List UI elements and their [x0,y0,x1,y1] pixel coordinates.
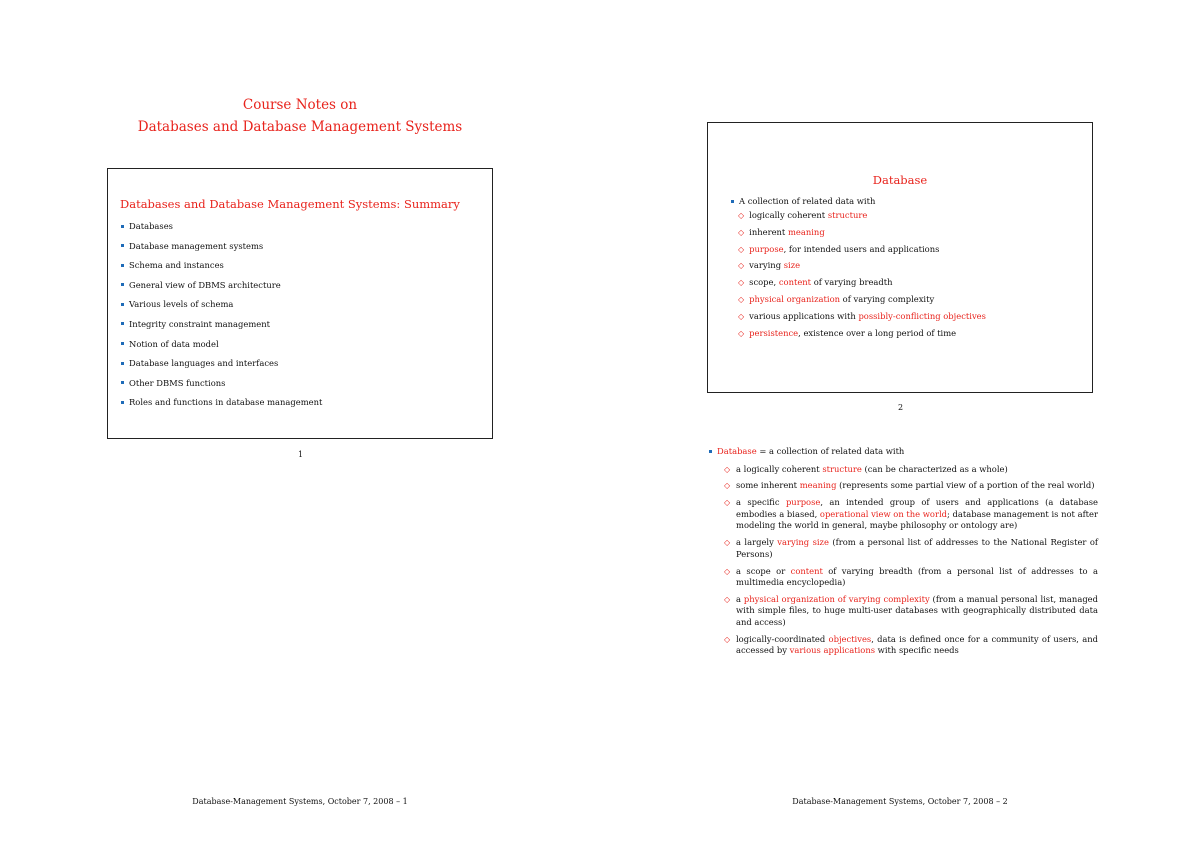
list-item-text: various applications with [749,310,859,321]
list-item-text: logically coherent [749,210,828,220]
list-item [738,310,986,327]
list-item [724,463,1098,476]
list-item-text: a scope or [736,565,791,576]
slide-2-list [738,209,986,343]
bullet-square-icon [121,225,124,228]
list-item [724,480,1098,492]
diamond-bullet-icon: ◇ [738,227,745,237]
list-item-text: Notion of data model [129,338,219,349]
slide-2-page-number: 2 [898,403,904,412]
list-item-text: Databases [129,221,173,231]
diamond-bullet-icon: ◇ [724,538,731,548]
list-item-text: a [736,593,744,604]
list-item-text: Schema and instances [129,260,224,271]
list-item-text: Database languages and interfaces [129,358,279,369]
highlight-term: meaning [799,480,837,491]
list-item [724,497,1098,532]
list-item [738,259,986,276]
notes-lead-term: Database [717,446,757,456]
list-item-text: logically-coordinated [736,633,829,644]
notes-lead-text: = a collection of related data with [756,446,905,456]
slide-2-intro [730,196,875,206]
list-item-text: ; database management is not after modeling the world in general, maybe philosophy or ontology are) [736,508,1098,531]
slide-1-list [120,221,322,417]
list-item [738,243,986,260]
list-item-text: with specific needs [875,645,959,656]
highlight-term: persistence [749,327,799,338]
course-title-line1: Course Notes on [242,97,358,113]
list-item [724,633,1098,657]
list-item-text: a logically coherent [736,463,823,474]
slide-2-title: Database [872,173,928,187]
list-item [724,593,1098,629]
diamond-bullet-icon: ◇ [724,498,731,508]
list-item-text: , data is defined once for a community of users, and accessed by [736,633,1098,656]
list-item [120,299,322,319]
diamond-bullet-icon: ◇ [724,464,731,474]
list-item-text: Integrity constraint management [129,318,271,329]
highlight-term: meaning [787,226,825,237]
list-item-text: inherent [749,226,788,237]
list-item-text: Database management systems [129,240,264,251]
bullet-square-icon [121,322,124,325]
highlight-term: physical organization of varying complexity [743,593,930,604]
highlight-term: content [790,565,823,576]
list-item [738,209,986,226]
bullet-square-icon [121,401,124,404]
slide-1-title: Databases and Database Management Systems: Summary [120,197,460,211]
list-item [120,241,322,261]
diamond-bullet-icon: ◇ [724,481,731,491]
highlight-term: purpose [749,243,784,254]
slide-1-page-number: 1 [298,450,304,459]
footer-page-2: Database-Management Systems, October 7, 2008 – 2 [792,797,1008,806]
list-item-text: (represents some partial view of a portion of the real world) [836,480,1095,491]
list-item-text: a largely [736,537,778,548]
list-item [120,358,322,378]
notes-section [708,446,1098,662]
list-item [120,260,322,280]
footer-page-1: Database-Management Systems, October 7, 2008 – 1 [192,797,408,806]
list-item-text: of varying breadth [811,277,893,288]
highlight-term: objectives [828,633,872,644]
list-item-text: Various levels of schema [129,299,234,310]
diamond-bullet-icon: ◇ [738,261,745,271]
list-item [120,378,322,398]
list-item-text: General view of DBMS architecture [129,279,281,290]
highlight-term: physical organization [749,293,841,304]
list-item-text: scope, [749,277,779,288]
list-item [120,319,322,339]
list-item [738,327,986,344]
highlight-term: operational view on the world [819,508,948,519]
diamond-bullet-icon: ◇ [724,566,731,576]
list-item-text: of varying breadth (from a personal list of addresses to a multimedia encyclopedia) [736,565,1098,588]
highlight-term: structure [827,210,868,220]
list-item-text: , for intended users and applications [783,243,940,254]
bullet-square-icon [121,244,124,247]
list-item [738,293,986,310]
diamond-bullet-icon: ◇ [724,594,731,604]
highlight-term: possibly-conflicting objectives [858,310,986,321]
bullet-square-icon [121,283,124,286]
list-item-text: Other DBMS functions [129,377,226,388]
slide-2 [707,122,1093,393]
list-item-text: varying [749,260,784,271]
list-item [120,397,322,417]
highlight-term: purpose [785,497,821,508]
list-item-text: some inherent [736,480,800,491]
highlight-term: varying size [777,537,829,548]
list-item-text: a specific [736,497,786,508]
course-title-line2: Databases and Database Management Systems [137,119,463,135]
list-item-text: (from a personal list of addresses to the National Register of Persons) [736,537,1098,559]
diamond-bullet-icon: ◇ [738,211,745,220]
list-item [120,339,322,359]
notes-list [708,464,1098,657]
notes-lead [708,446,1098,458]
highlight-term: structure [822,463,862,474]
bullet-square-icon [709,450,712,453]
bullet-square-icon [121,362,124,365]
list-item-text: (from a manual personal list, managed with simple files, to huge multi-user databases with geographically distributed data and access) [736,593,1098,628]
highlight-term: size [783,260,801,271]
list-item-text: of varying complexity [840,293,935,304]
list-item-text: , an intended group of users and applications (a database embodies a biased, [736,497,1098,519]
bullet-square-icon [731,200,734,203]
slide-2-intro-text: A collection of related data with [739,196,876,206]
course-title [0,94,600,138]
highlight-term: various applications [789,645,876,656]
list-item [120,280,322,300]
list-item [724,565,1098,589]
list-item [738,276,986,293]
diamond-bullet-icon: ◇ [738,244,745,254]
list-item-text: , existence over a long period of time [798,327,957,338]
list-item-text: Roles and functions in database management [129,397,323,408]
list-item [120,221,322,241]
bullet-square-icon [121,342,124,345]
diamond-bullet-icon: ◇ [738,328,745,338]
diamond-bullet-icon: ◇ [738,278,745,288]
diamond-bullet-icon: ◇ [724,634,731,644]
bullet-square-icon [121,381,124,384]
list-item [738,226,986,243]
diamond-bullet-icon: ◇ [738,294,745,304]
diamond-bullet-icon: ◇ [738,311,745,321]
highlight-term: content [778,277,812,288]
bullet-square-icon [121,303,124,306]
slide-1 [107,168,493,439]
bullet-square-icon [121,264,124,267]
list-item-text: (can be characterized as a whole) [861,463,1008,474]
list-item [724,537,1098,560]
